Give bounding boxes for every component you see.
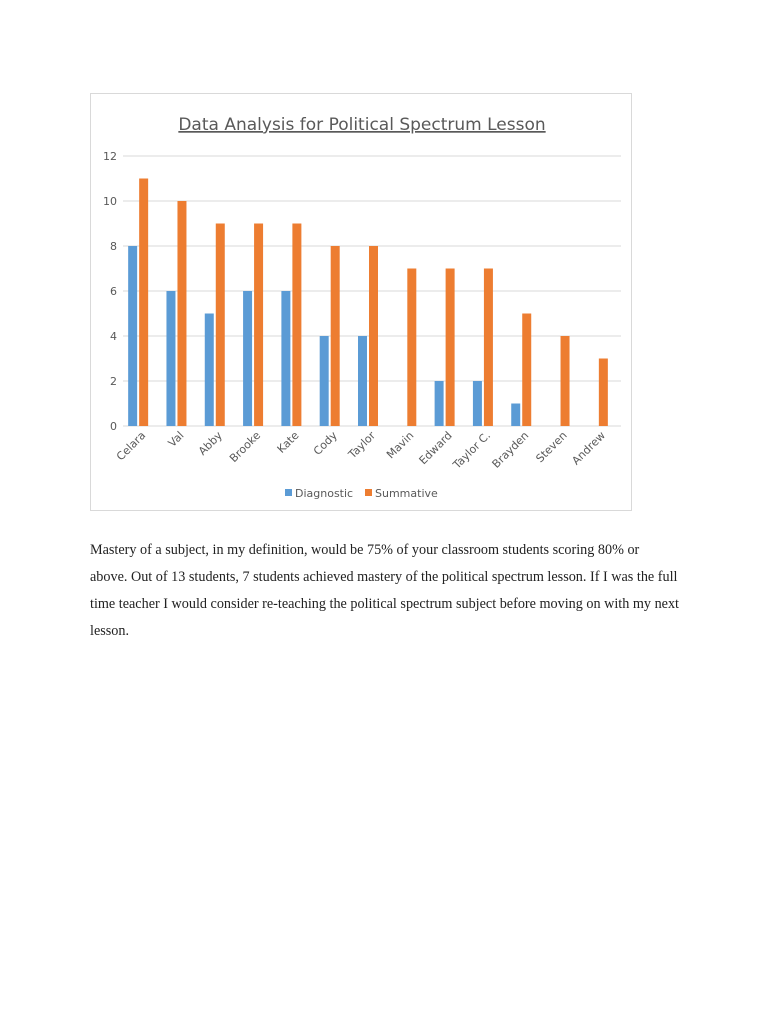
bar-chart	[91, 94, 633, 512]
body-paragraph: Mastery of a subject, in my definition, would be 75% of your classroom students scoring 80% or above. Out of 13 students, 7 students achieved mastery of the political spectrum lesson. If I was the full time teacher I would consider re-teaching the political spectrum subject before moving on with my next lesson.	[90, 542, 679, 639]
y-tick-label: 2	[110, 375, 117, 388]
x-category-label: Val	[165, 428, 187, 450]
y-axis-ticks	[103, 150, 117, 433]
y-tick-label: 12	[103, 150, 117, 163]
x-category-label: Abby	[195, 428, 225, 458]
x-category-label: Taylor C.	[450, 428, 494, 472]
bar-summative-1	[177, 201, 186, 426]
bar-diagnostic-6	[358, 336, 367, 426]
y-tick-label: 10	[103, 195, 117, 208]
legend	[285, 487, 438, 500]
y-tick-label: 8	[110, 240, 117, 253]
x-category-label: Steven	[533, 428, 570, 466]
bar-diagnostic-5	[320, 336, 329, 426]
x-category-label: Edward	[416, 428, 455, 468]
bar-summative-10	[522, 314, 531, 427]
bar-summative-4	[292, 224, 301, 427]
x-category-label: Celara	[113, 428, 149, 464]
bar-summative-12	[599, 359, 608, 427]
y-tick-label: 4	[110, 330, 117, 343]
x-category-label: Brooke	[227, 428, 264, 466]
x-axis-labels	[114, 429, 608, 473]
bar-summative-9	[484, 269, 493, 427]
legend-label-diagnostic: Diagnostic	[295, 487, 354, 500]
y-tick-label: 0	[110, 420, 117, 433]
bars	[128, 179, 608, 427]
bar-diagnostic-4	[281, 291, 290, 426]
x-category-label: Brayden	[489, 428, 532, 471]
bar-summative-11	[561, 336, 570, 426]
bar-diagnostic-10	[511, 404, 520, 427]
bar-diagnostic-1	[166, 291, 175, 426]
x-category-label: Kate	[274, 428, 302, 456]
bar-diagnostic-8	[435, 381, 444, 426]
x-category-label: Mavin	[384, 428, 417, 462]
bar-summative-6	[369, 246, 378, 426]
bar-summative-2	[216, 224, 225, 427]
bar-summative-3	[254, 224, 263, 427]
bar-summative-8	[446, 269, 455, 427]
bar-summative-5	[331, 246, 340, 426]
x-category-label: Cody	[310, 428, 340, 458]
chart-container	[90, 93, 632, 511]
x-category-label: Andrew	[569, 428, 608, 468]
bar-summative-0	[139, 179, 148, 427]
bar-diagnostic-9	[473, 381, 482, 426]
bar-diagnostic-0	[128, 246, 137, 426]
legend-label-summative: Summative	[375, 487, 438, 500]
y-tick-label: 6	[110, 285, 117, 298]
bar-diagnostic-3	[243, 291, 252, 426]
chart-title: Data Analysis for Political Spectrum Lesson	[178, 115, 546, 135]
bar-diagnostic-2	[205, 314, 214, 427]
bar-summative-7	[407, 269, 416, 427]
x-category-label: Taylor	[345, 428, 379, 462]
legend-swatch-summative	[365, 489, 372, 496]
legend-swatch-diagnostic	[285, 489, 292, 496]
